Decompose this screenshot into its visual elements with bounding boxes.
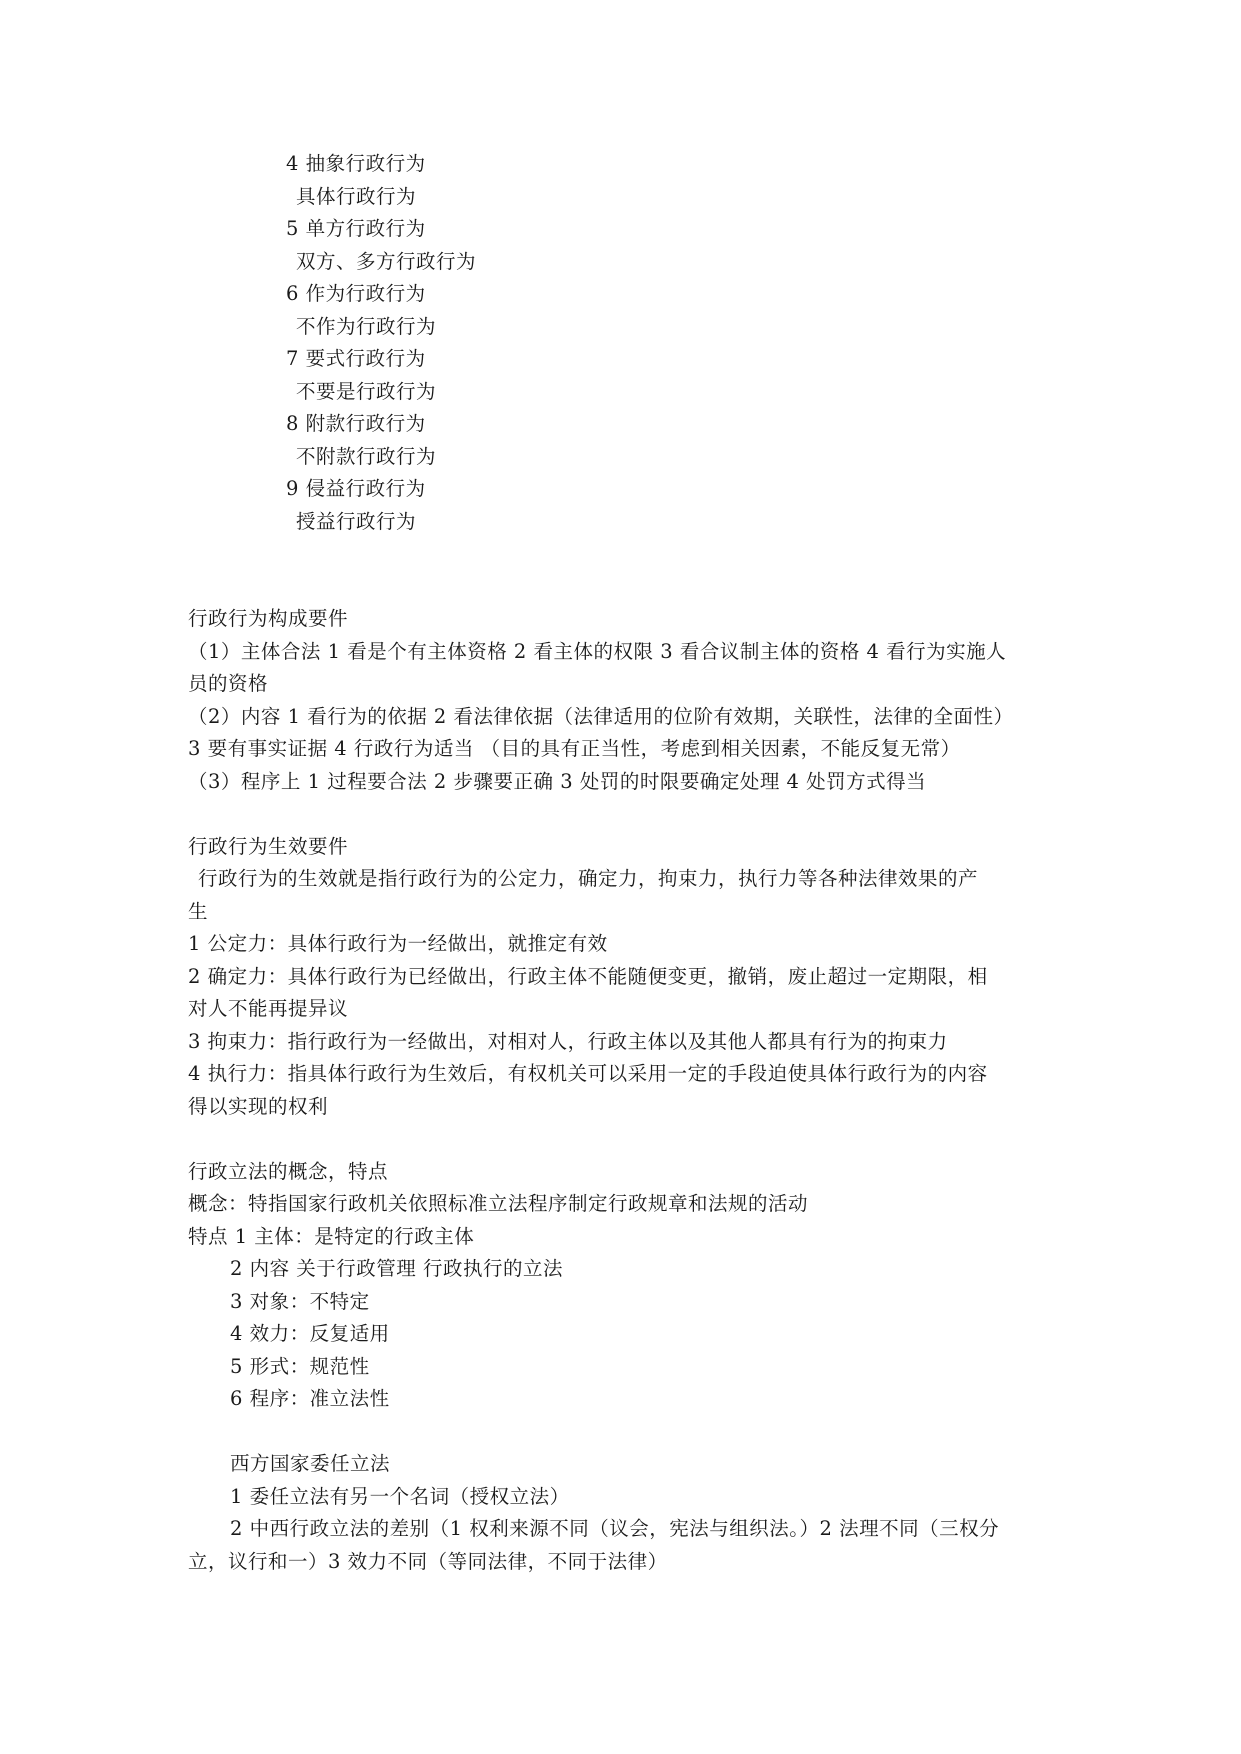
paragraph-line: 3 要有事实证据 4 行政行为适当 （目的具有正当性，考虑到相关因素，不能反复无常） bbox=[188, 737, 961, 760]
list-item: 7 要式行政行为 bbox=[286, 347, 426, 370]
section-heading: 西方国家委任立法 bbox=[230, 1452, 391, 1475]
paragraph-line: 立，议行和一）3 效力不同（等同法律，不同于法律） bbox=[188, 1550, 668, 1573]
list-item: 3 对象：不特定 bbox=[230, 1290, 370, 1313]
paragraph-line: 行政行为的生效就是指行政行为的公定力，确定力，拘束力，执行力等各种法律效果的产 bbox=[198, 867, 979, 890]
list-item: 4 抽象行政行为 bbox=[286, 152, 426, 175]
paragraph-line: （2）内容 1 看行为的依据 2 看法律依据（法律适用的位阶有效期，关联性，法律的全面性） bbox=[188, 705, 1014, 728]
list-item: 6 程序：准立法性 bbox=[230, 1387, 390, 1410]
paragraph-line: 2 确定力：具体行政行为已经做出，行政主体不能随便变更，撤销，废止超过一定期限，相 bbox=[188, 965, 988, 988]
section-heading: 行政行为构成要件 bbox=[188, 607, 349, 630]
paragraph-line: 员的资格 bbox=[188, 672, 269, 695]
paragraph-line: 生 bbox=[188, 900, 209, 923]
paragraph-line: 1 委任立法有另一个名词（授权立法） bbox=[230, 1485, 570, 1508]
list-item: 8 附款行政行为 bbox=[286, 412, 426, 435]
paragraph-line: 1 公定力：具体行政行为一经做出，就推定有效 bbox=[188, 932, 608, 955]
paragraph-line: 4 执行力：指具体行政行为生效后，有权机关可以采用一定的手段迫使具体行政行为的内容 bbox=[188, 1062, 988, 1085]
list-item: 不要是行政行为 bbox=[296, 380, 437, 403]
paragraph-line: 概念：特指国家行政机关依照标准立法程序制定行政规章和法规的活动 bbox=[188, 1192, 809, 1215]
section-heading: 行政行为生效要件 bbox=[188, 835, 349, 858]
list-item: 不附款行政行为 bbox=[296, 445, 437, 468]
paragraph-line: 2 中西行政立法的差别（1 权利来源不同（议会，宪法与组织法。）2 法理不同（三权分 bbox=[230, 1517, 1000, 1540]
list-item: 不作为行政行为 bbox=[296, 315, 437, 338]
list-item: 5 单方行政行为 bbox=[286, 217, 426, 240]
paragraph-line: 得以实现的权利 bbox=[188, 1095, 329, 1118]
list-item: 具体行政行为 bbox=[296, 185, 417, 208]
paragraph-line: 3 拘束力：指行政行为一经做出，对相对人，行政主体以及其他人都具有行为的拘束力 bbox=[188, 1030, 948, 1053]
list-item: 9 侵益行政行为 bbox=[286, 477, 426, 500]
list-item: 5 形式：规范性 bbox=[230, 1355, 370, 1378]
paragraph-line: （3）程序上 1 过程要合法 2 步骤要正确 3 处罚的时限要确定处理 4 处罚方式得当 bbox=[188, 770, 927, 793]
section-heading: 行政立法的概念，特点 bbox=[188, 1160, 389, 1183]
paragraph-line: （1）主体合法 1 看是个有主体资格 2 看主体的权限 3 看合议制主体的资格 4 看行为实施人 bbox=[188, 640, 1007, 663]
list-item: 双方、多方行政行为 bbox=[296, 250, 477, 273]
list-item: 6 作为行政行为 bbox=[286, 282, 426, 305]
list-item: 授益行政行为 bbox=[296, 510, 417, 533]
list-item: 4 效力：反复适用 bbox=[230, 1322, 390, 1345]
paragraph-line: 特点 1 主体：是特定的行政主体 bbox=[188, 1225, 475, 1248]
list-item: 2 内容 关于行政管理 行政执行的立法 bbox=[230, 1257, 564, 1280]
paragraph-line: 对人不能再提异议 bbox=[188, 997, 349, 1020]
